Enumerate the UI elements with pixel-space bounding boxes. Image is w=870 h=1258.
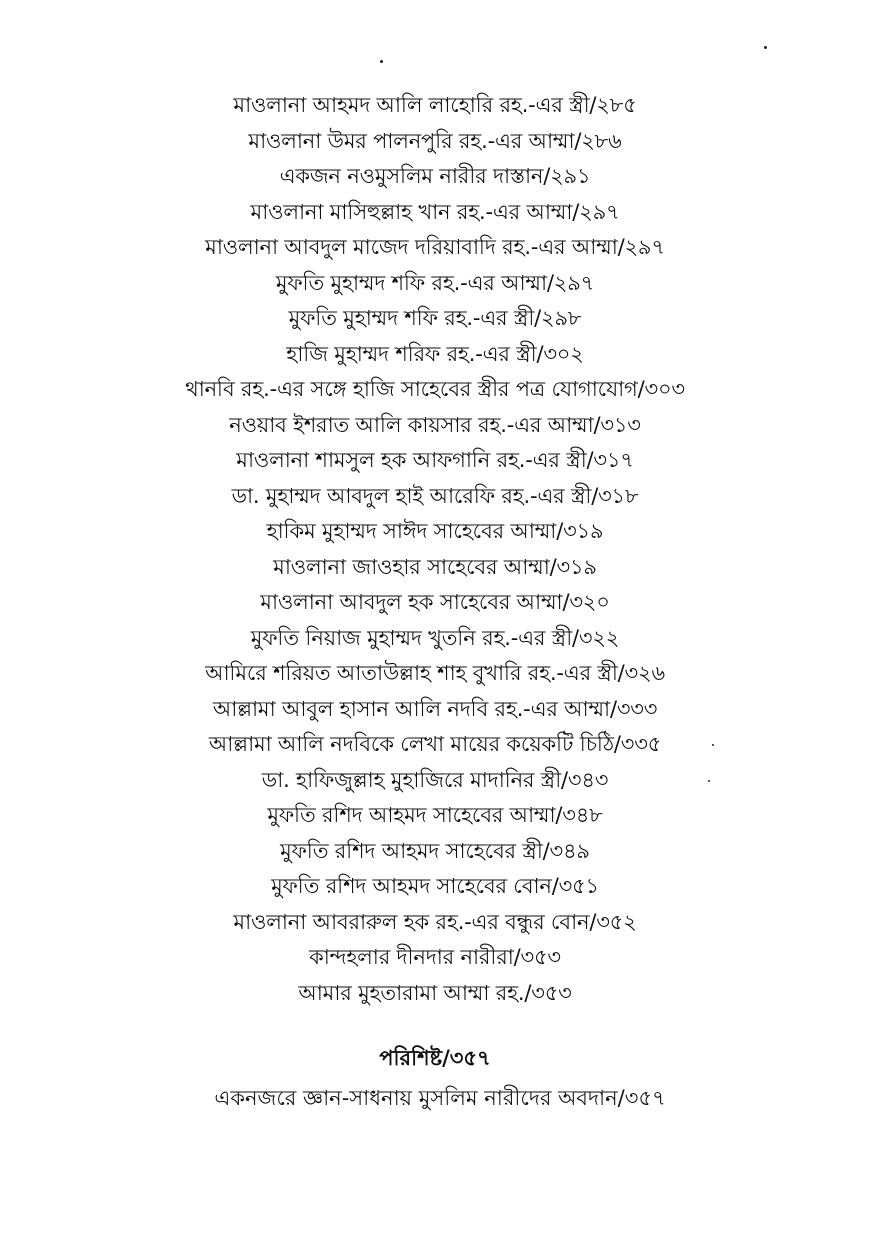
toc-entry: থানবি রহ.-এর সঙ্গে হাজি সাহেবের স্ত্রীর পত্র যোগাযোগ/৩০৩ xyxy=(185,377,685,401)
toc-entry: মাওলানা জাওহার সাহেবের আম্মা/৩১৯ xyxy=(273,554,597,579)
toc-entry: মাওলানা আবরারুল হক রহ.-এর বন্ধুর বোন/৩৫২ xyxy=(233,909,637,934)
appendix-entry: একনজরে জ্ঞান-সাধনায় মুসলিম নারীদের অবদান/৩৫৭ xyxy=(214,1086,666,1110)
table-of-contents xyxy=(0,88,870,1011)
appendix-heading: পরিশিষ্ট/৩৫৭ xyxy=(379,1046,491,1070)
toc-entry: মুফতি রশিদ আহমদ সাহেবের স্ত্রী/৩৪৯ xyxy=(280,838,590,863)
toc-entry: মুফতি মুহাম্মদ শফি রহ.-এর স্ত্রী/২৯৮ xyxy=(288,306,582,330)
toc-entry: মাওলানা আবদুল মাজেদ দরিয়াবাদি রহ.-এর আম্মা/২৯৭ xyxy=(205,235,665,259)
toc-entry: মুফতি নিয়াজ মুহাম্মদ খুতনি রহ.-এর স্ত্রী/৩২২ xyxy=(250,625,620,650)
toc-entry: মাওলানা মাসিহুল্লাহ খান রহ.-এর আম্মা/২৯৭ xyxy=(250,199,620,224)
toc-entry: একজন নওমুসলিম নারীর দাস্তান/২৯১ xyxy=(279,164,591,188)
toc-entry: মুফতি রশিদ আহমদ সাহেবের আম্মা/৩৪৮ xyxy=(267,803,603,827)
toc-entry: নওয়াব ইশরাত আলি কায়সার রহ.-এর আম্মা/৩১৩ xyxy=(229,412,641,437)
toc-entry: মাওলানা উমর পালনপুরি রহ.-এর আম্মা/২৮৬ xyxy=(248,128,622,153)
toc-entry: আল্লামা আলি নদবিকে লেখা মায়ের কয়েকটি চিঠি/৩৩৫ xyxy=(208,732,662,756)
toc-entry: আমিরে শরিয়ত আতাউল্লাহ শাহ বুখারি রহ.-এর স্ত্রী/৩২৬ xyxy=(205,661,665,685)
toc-entry: মুফতি মুহাম্মদ শফি রহ.-এর আম্মা/২৯৭ xyxy=(275,270,595,295)
toc-entry: মাওলানা শামসুল হক আফগানি রহ.-এর স্ত্রী/৩১৭ xyxy=(236,448,634,472)
toc-entry: ডা. হাফিজুল্লাহ মুহাজিরে মাদানির স্ত্রী/৩৪৩ xyxy=(261,767,609,792)
toc-entry: আমার মুহতারামা আম্মা রহ./৩৫৩ xyxy=(298,980,572,1005)
toc-entry: কান্দহলার দীনদার নারীরা/৩৫৩ xyxy=(309,945,561,969)
toc-entry: ডা. মুহাম্মদ আবদুল হাই আরেফি রহ.-এর স্ত্রী/৩১৮ xyxy=(231,483,639,508)
scan-speck xyxy=(380,60,383,63)
toc-entry: মুফতি রশিদ আহমদ সাহেবের বোন/৩৫১ xyxy=(271,874,599,898)
toc-entry: হাজি মুহাম্মদ শরিফ রহ.-এর স্ত্রী/৩০২ xyxy=(286,341,584,366)
toc-entry: আল্লামা আবুল হাসান আলি নদবি রহ.-এর আম্মা/৩৩৩ xyxy=(212,696,658,721)
scan-speck xyxy=(764,46,767,49)
toc-entry: মাওলানা আহমদ আলি লাহোরি রহ.-এর স্ত্রী/২৮৫ xyxy=(233,93,637,117)
toc-entry: মাওলানা আবদুল হক সাহেবের আম্মা/৩২০ xyxy=(260,590,610,614)
toc-entry: হাকিম মুহাম্মদ সাঈদ সাহেবের আম্মা/৩১৯ xyxy=(266,519,604,543)
